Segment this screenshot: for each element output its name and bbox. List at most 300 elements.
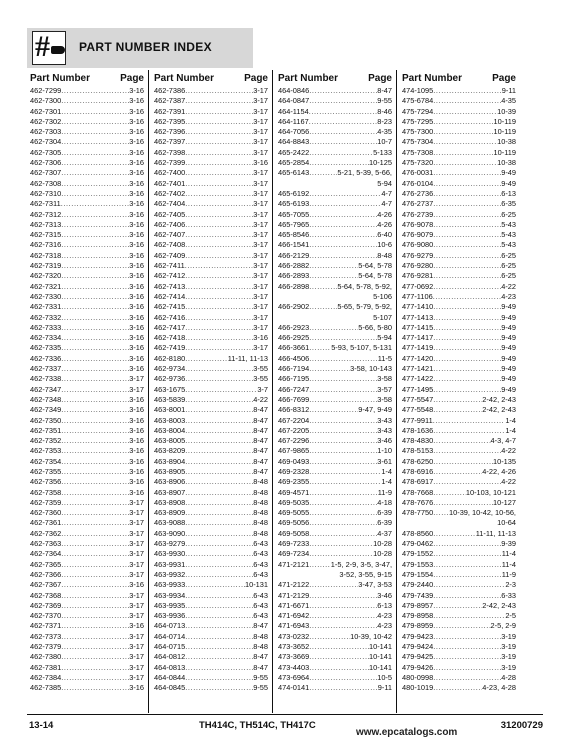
page-reference: 3-16: [129, 364, 144, 374]
page-reference: 9-49: [501, 353, 516, 363]
page-reference: 5-21, 5-39, 5-66,: [337, 168, 392, 178]
part-number: 478-7668: [402, 487, 434, 497]
page-reference: 8-48: [253, 477, 268, 487]
leader-dots: [185, 467, 253, 477]
page-reference: 3-16: [129, 261, 144, 271]
part-number: 478-4830: [402, 436, 434, 446]
leader-dots: [309, 148, 373, 158]
index-entry: [276, 416, 392, 426]
index-entry: [28, 251, 144, 261]
page-reference: 1-4: [505, 425, 516, 435]
page-reference: 3-16: [129, 456, 144, 466]
page-reference: 10-7: [377, 137, 392, 147]
index-entry: [152, 107, 268, 117]
part-number: 462-7319: [30, 261, 62, 271]
index-entry: [28, 96, 144, 106]
page-reference: 5-93, 5-107, 5-131: [331, 343, 392, 353]
leader-dots: [185, 323, 253, 333]
part-number: 471-6942: [278, 611, 310, 621]
page-reference: 2-42, 2-43: [482, 600, 516, 610]
page-reference: 3-7: [257, 384, 268, 394]
leader-dots: [185, 210, 253, 220]
part-number: 469-5035: [278, 497, 310, 507]
part-number: 462-7358: [30, 487, 62, 497]
part-number: 477-0692: [402, 281, 434, 291]
index-entry: [276, 158, 392, 168]
part-number: 466-7194: [278, 364, 310, 374]
part-number: 469-0493: [278, 456, 310, 466]
part-number: 462-7321: [30, 281, 62, 291]
page-reference: 6-35: [501, 199, 516, 209]
section-header: [27, 28, 253, 68]
page-reference: 5-64, 5-78: [358, 271, 392, 281]
page-reference: 9-49: [501, 374, 516, 384]
index-entry: [400, 96, 516, 106]
part-number: 469-2328: [278, 466, 310, 476]
leader-dots: [61, 395, 129, 405]
page-reference: 8-47: [377, 86, 392, 95]
index-entry: [276, 642, 392, 652]
page-reference: 4-37: [377, 528, 392, 538]
index-entry: [400, 292, 516, 302]
part-number: 462-7311: [30, 199, 61, 209]
page-reference: 3-16: [129, 106, 144, 116]
index-entry: [152, 86, 268, 96]
leader-dots: [309, 199, 381, 209]
index-entry: [28, 632, 144, 642]
part-number: 467-2205: [278, 425, 310, 435]
page-reference: 3-16: [129, 147, 144, 157]
leader-dots: [309, 549, 373, 559]
part-number: 464-0713: [154, 621, 186, 631]
page-reference: 3-19: [501, 652, 516, 662]
page-reference: 4-28: [501, 672, 516, 682]
page-reference: 5-43: [501, 240, 516, 250]
leader-dots: [309, 498, 377, 508]
page-reference: 3-17: [253, 343, 268, 353]
index-column-4: [400, 70, 516, 694]
index-entry: [276, 611, 392, 621]
index-entry: [152, 436, 268, 446]
part-number: 476-9079: [402, 230, 434, 240]
part-number: 465-6143: [278, 168, 310, 178]
index-entry: [28, 591, 144, 601]
page-reference: 8-47: [253, 405, 268, 415]
index-entry: [28, 271, 144, 281]
index-entry: [152, 385, 268, 395]
page-reference: 10-141: [368, 642, 392, 652]
part-number: 479-8957: [402, 600, 434, 610]
index-entry: [400, 621, 516, 631]
page-reference: 6-25: [501, 250, 516, 260]
index-entry: [400, 436, 516, 446]
part-number: 462-7356: [30, 477, 62, 487]
part-number: 464-0844: [154, 672, 186, 682]
page-reference: 3-16: [129, 415, 144, 425]
part-number: 476-2739: [402, 209, 434, 219]
part-number: 480-0998: [402, 672, 434, 682]
part-number: 477-1417: [402, 333, 434, 343]
leader-dots: [433, 591, 501, 601]
index-entry: [276, 508, 392, 518]
page-reference: 3-17: [129, 508, 144, 518]
part-number: 462-7300: [30, 96, 62, 106]
index-entry: [400, 107, 516, 117]
index-entry: [276, 96, 392, 106]
leader-dots: [61, 446, 129, 456]
leader-dots: [61, 210, 129, 220]
part-number: 462-7313: [30, 219, 62, 229]
page-reference: 3-16: [129, 230, 144, 240]
leader-dots: [433, 302, 501, 312]
part-number: 463-9932: [154, 569, 186, 579]
page-reference: 9-49: [501, 302, 516, 312]
index-entry: [276, 395, 392, 405]
leader-dots: [433, 467, 482, 477]
leader-dots: [433, 220, 501, 230]
part-number: 462-7337: [30, 364, 62, 374]
index-entry: [400, 385, 516, 395]
part-number: 466-7699: [278, 394, 310, 404]
leader-dots: [309, 271, 358, 281]
index-entry: [152, 621, 268, 631]
index-entry: [28, 529, 144, 539]
part-number: 479-9425: [402, 652, 434, 662]
part-number: 462-7405: [154, 209, 186, 219]
index-entry: [276, 467, 392, 477]
leader-dots: [433, 621, 490, 631]
index-entry: [400, 86, 516, 96]
leader-dots: [433, 529, 476, 539]
page-title: PART NUMBER INDEX: [79, 40, 212, 54]
leader-dots: [433, 477, 501, 487]
page-reference: 3-17: [129, 569, 144, 579]
part-number: 462-7391: [154, 106, 186, 116]
leader-dots: [61, 467, 129, 477]
page-reference: 3-17: [253, 271, 268, 281]
part-number: 465-8546: [278, 230, 310, 240]
index-entry: [276, 632, 392, 642]
leader-dots: [61, 354, 129, 364]
index-entry: [276, 374, 392, 384]
column-header: [276, 70, 392, 86]
part-number: 477-1420: [402, 353, 434, 363]
page-reference: 10-127: [492, 497, 516, 507]
index-entry: [152, 210, 268, 220]
leader-dots: [185, 477, 253, 487]
leader-dots: [61, 405, 129, 415]
index-entry: [276, 477, 392, 487]
part-number: 471-2121: [278, 559, 310, 569]
part-number: 463-8904: [154, 456, 186, 466]
index-entry: [400, 683, 516, 693]
part-number: 462-7370: [30, 611, 62, 621]
index-entry: [400, 261, 516, 271]
leader-dots: [61, 302, 129, 312]
leader-dots: [61, 518, 129, 528]
page-reference: 5-43: [501, 219, 516, 229]
part-number: 462-7303: [30, 127, 62, 137]
page-reference: 11-9: [377, 487, 392, 497]
index-entry: [400, 137, 516, 147]
leader-dots: [309, 323, 358, 333]
part-number: 463-9934: [154, 590, 186, 600]
index-entry: [400, 642, 516, 652]
part-number: 476-9078: [402, 219, 434, 229]
page-reference: 8-48: [253, 508, 268, 518]
page-reference: 8-48: [253, 528, 268, 538]
page-reference: 3-17: [129, 559, 144, 569]
index-entry: [400, 560, 516, 570]
index-entry: [276, 148, 392, 158]
part-number: 476-2737: [402, 199, 434, 209]
part-number: 462-7354: [30, 456, 62, 466]
index-entry: [152, 477, 268, 487]
index-entry: [28, 261, 144, 271]
page-reference: 3-58: [377, 394, 392, 404]
part-number: 463-8001: [154, 405, 186, 415]
leader-dots: [185, 632, 253, 642]
page-reference: 3-16: [129, 436, 144, 446]
leader-dots: [433, 632, 501, 642]
part-number: 473-4403: [278, 662, 310, 672]
part-number: 478-7750: [402, 508, 434, 518]
page-reference: 3-57: [377, 384, 392, 394]
index-entry: [152, 240, 268, 250]
leader-dots: [61, 539, 129, 549]
part-number-heading: Part Number: [154, 73, 215, 84]
index-entry: [28, 673, 144, 683]
leader-dots: [309, 611, 377, 621]
leader-dots: [185, 621, 253, 631]
page-reference: 4-22: [501, 281, 516, 291]
index-entry: [400, 570, 516, 580]
part-number: 478-5153: [402, 446, 434, 456]
page-reference: 3-16: [129, 477, 144, 487]
index-entry: [276, 302, 392, 312]
leader-dots: [309, 642, 369, 652]
index-entry: [152, 261, 268, 271]
page-reference: 3-17: [253, 250, 268, 260]
page-reference: 2-3: [505, 580, 516, 590]
index-entry: [152, 426, 268, 436]
page-reference: 10-28: [373, 539, 392, 549]
index-entry: [152, 364, 268, 374]
index-entry: [400, 488, 516, 498]
leader-dots: [433, 292, 502, 302]
leader-dots: [433, 86, 502, 96]
part-number: 462-7399: [154, 158, 186, 168]
page-reference: 6-13: [377, 600, 392, 610]
page-reference: 6-13: [501, 188, 516, 198]
index-entry: [400, 580, 516, 590]
index-entry: [276, 179, 392, 189]
page-reference: 4-23: [501, 291, 516, 301]
part-number: 462-7396: [154, 127, 186, 137]
part-number: 474-1095: [402, 86, 434, 95]
index-entry: [400, 663, 516, 673]
index-entry: [400, 498, 516, 508]
leader-dots: [309, 364, 350, 374]
part-number: 473-0232: [278, 631, 310, 641]
leader-dots: [433, 364, 501, 374]
part-number: 462-7367: [30, 580, 62, 590]
index-entry: [152, 282, 268, 292]
leader-dots: [61, 199, 130, 209]
index-entry: [276, 86, 392, 96]
part-number: 462-7362: [30, 528, 62, 538]
leader-dots: [61, 179, 129, 189]
leader-dots: [433, 333, 501, 343]
leader-dots: [185, 271, 253, 281]
index-entry: [400, 529, 516, 539]
leader-dots: [61, 323, 129, 333]
index-entry: [400, 446, 516, 456]
leader-dots: [185, 663, 253, 673]
page-reference: 2-42, 2-43: [482, 405, 516, 415]
page-reference: 6-43: [253, 600, 268, 610]
part-number: 476-0104: [402, 178, 434, 188]
index-entry: [276, 570, 392, 580]
page-reference: 3-46: [377, 436, 392, 446]
index-entry: [28, 560, 144, 570]
part-number: 479-1554: [402, 569, 434, 579]
part-number: 477-1413: [402, 312, 434, 322]
part-number: 462-7406: [154, 219, 186, 229]
page-reference: 11-11, 11-13: [475, 528, 516, 538]
page-reference: 3-17: [253, 291, 268, 301]
part-number: 462-7306: [30, 158, 62, 168]
page-reference: 3-17: [253, 127, 268, 137]
page-reference: 3-17: [129, 539, 144, 549]
part-number: 463-9933: [154, 580, 186, 590]
part-number: 464-0813: [154, 662, 186, 672]
index-entry: [152, 168, 268, 178]
index-entry: [152, 498, 268, 508]
leader-dots: [185, 560, 253, 570]
part-number: 475-7295: [402, 116, 434, 126]
page-reference: 3-58, 10-143: [350, 364, 392, 374]
page-reference: 6-43: [253, 549, 268, 559]
part-number: 462-7400: [154, 168, 186, 178]
page-reference: 8-47: [253, 652, 268, 662]
index-entry: [152, 354, 268, 364]
leader-dots: [309, 580, 358, 590]
index-entry: [28, 436, 144, 446]
leader-dots: [309, 137, 377, 147]
page-reference: 3-17: [253, 86, 268, 95]
leader-dots: [433, 395, 482, 405]
leader-dots: [185, 189, 253, 199]
leader-dots: [61, 292, 129, 302]
part-number: 463-8906: [154, 477, 186, 487]
index-entry: [28, 313, 144, 323]
column-divider: [148, 70, 149, 713]
index-entry: [152, 632, 268, 642]
part-number: 478-6917: [402, 477, 434, 487]
index-column-2: [152, 70, 268, 694]
index-entry: [400, 405, 516, 415]
part-number: 476-9080: [402, 240, 434, 250]
part-number: 462-7330: [30, 291, 62, 301]
part-number: 463-5839: [154, 394, 186, 404]
page-reference: 3-17: [253, 96, 268, 106]
index-entry: [152, 652, 268, 662]
part-number: 462-7380: [30, 652, 62, 662]
page-reference: 3-16: [129, 86, 144, 95]
page-reference: 5-66, 5-80: [358, 322, 392, 332]
leader-dots: [185, 611, 253, 621]
part-number: 479-8958: [402, 611, 434, 621]
leader-dots: [61, 560, 129, 570]
leader-dots: [433, 652, 501, 662]
leader-dots: [185, 385, 257, 395]
leader-dots: [433, 560, 502, 570]
index-entry: [152, 271, 268, 281]
leader-dots: [61, 168, 129, 178]
leader-dots: [61, 240, 129, 250]
leader-dots: [185, 158, 253, 168]
part-number: 479-2440: [402, 580, 434, 590]
index-entry: [28, 220, 144, 230]
part-number: 463-8209: [154, 446, 186, 456]
index-entry: [152, 560, 268, 570]
part-number: 476-9279: [402, 250, 434, 260]
leader-dots: [309, 673, 377, 683]
page-reference: 9-49: [501, 364, 516, 374]
part-number: 477-1421: [402, 364, 434, 374]
leader-dots: [433, 549, 502, 559]
index-entry: [400, 601, 516, 611]
leader-dots: [185, 261, 254, 271]
leader-dots: [61, 251, 129, 261]
page-reference: 8-48: [253, 497, 268, 507]
part-number: 477-1106: [402, 291, 433, 301]
part-number: 462-7350: [30, 415, 62, 425]
index-entry: [276, 343, 392, 353]
page-reference: 10-28: [373, 549, 392, 559]
leader-dots: [185, 652, 253, 662]
index-entry: [152, 374, 268, 384]
page-reference: 3-16: [129, 178, 144, 188]
leader-dots: [185, 488, 253, 498]
index-entry: [152, 343, 268, 353]
leader-dots: [433, 282, 501, 292]
page-reference: 9-49: [501, 333, 516, 343]
index-entry: [152, 580, 268, 590]
index-entry: [152, 148, 268, 158]
leader-dots: [185, 446, 253, 456]
part-number: 465-7055: [278, 209, 310, 219]
part-number: 462-7408: [154, 240, 186, 250]
index-entry: [400, 426, 516, 436]
page-reference: 8-48: [253, 642, 268, 652]
page-reference: 10-119: [493, 127, 516, 137]
leader-dots: [309, 127, 377, 137]
leader-dots: [309, 210, 377, 220]
page-reference: 3-17: [253, 168, 268, 178]
index-entry: [152, 220, 268, 230]
part-number: 478-8560: [402, 528, 434, 538]
page-reference: 6-43: [253, 590, 268, 600]
part-number: 464-1154: [278, 106, 309, 116]
page-reference: 9-39: [501, 539, 516, 549]
part-number: 463-9935: [154, 600, 186, 610]
leader-dots: [185, 292, 253, 302]
leader-dots: [309, 395, 377, 405]
index-entry: [400, 477, 516, 487]
page-reference: 6-40: [377, 230, 392, 240]
